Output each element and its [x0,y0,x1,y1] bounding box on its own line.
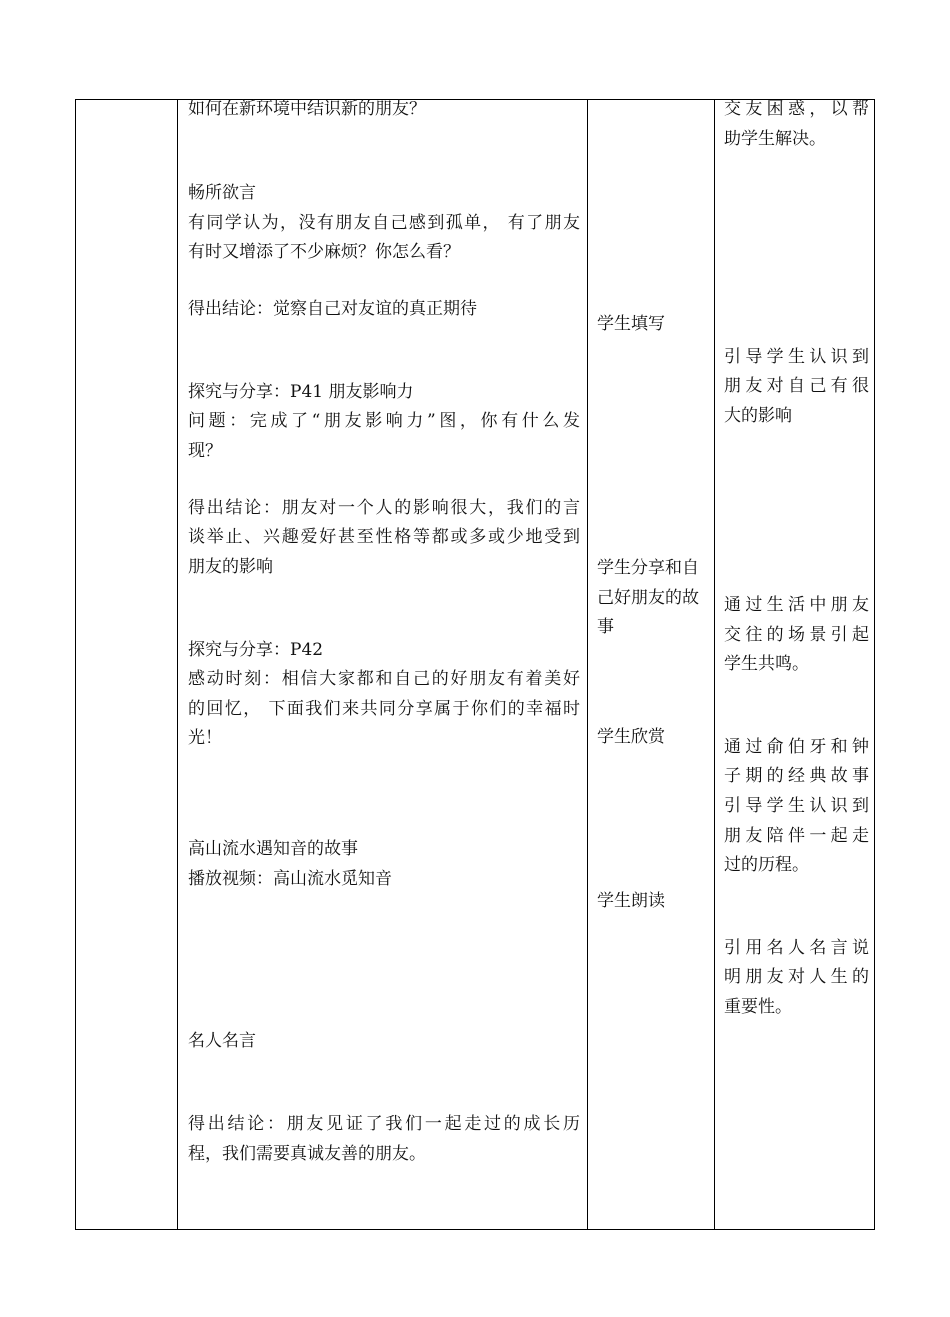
intent-line: 通过俞伯牙和钟 [724,737,869,757]
column-divider-2 [587,100,588,1229]
conclusion-line: 得出结论：觉察自己对友谊的真正期待 [188,299,477,319]
intent-line: 学生共鸣。 [724,654,809,674]
intent-line: 子期的经典故事 [724,766,869,786]
intent-line: 过的历程。 [724,855,809,875]
student-activity-share: 学生分享和自 [597,558,699,578]
section-title-speak-freely: 畅所欲言 [188,183,256,203]
student-activity-read: 学生朗读 [597,891,665,911]
section-title-explore-p42: 探究与分享：P42 [188,640,324,660]
student-activity-share: 事 [597,617,614,637]
intent-line: 助学生解决。 [724,129,826,149]
intent-line: 引导学生认识到 [724,796,869,816]
quotes-title: 名人名言 [188,1031,256,1051]
intent-line: 引用名人名言说 [724,938,869,958]
conclusion-line: 谈举止、兴趣爱好甚至性格等都或多或少地受到 [188,527,580,547]
student-activity-share: 己好朋友的故 [597,588,699,608]
intent-line: 通过生活中朋友 [724,595,869,615]
lesson-plan-table [75,99,875,1230]
intent-line: 大的影响 [724,406,792,426]
student-activity-appreciate: 学生欣赏 [597,727,665,747]
column-divider-1 [177,100,178,1229]
intent-line: 朋友陪伴一起走 [724,826,869,846]
question-line: 现？ [188,441,222,461]
conclusion-line: 朋友的影响 [188,557,273,577]
discussion-line: 有同学认为，没有朋友自己感到孤单， 有了朋友 [188,213,580,233]
intent-line: 交往的场景引起 [724,625,869,645]
moment-line: 感动时刻：相信大家都和自己的好朋友有着美好 [188,669,580,689]
column-divider-3 [714,100,715,1229]
intent-line: 交友困惑，以帮 [724,99,869,119]
section-title-explore-p41: 探究与分享：P41 朋友影响力 [188,382,414,402]
question-new-friends: 如何在新环境中结识新的朋友？ [188,99,426,119]
conclusion-line: 得出结论：朋友见证了我们一起走过的成长历 [188,1114,580,1134]
intent-line: 明朋友对人生的 [724,967,869,987]
video-line: 播放视频：高山流水觅知音 [188,869,392,889]
conclusion-line: 得出结论：朋友对一个人的影响很大，我们的言 [188,498,580,518]
intent-line: 朋友对自己有很 [724,376,869,396]
student-activity-fill: 学生填写 [597,314,665,334]
moment-line: 光！ [188,728,222,748]
story-title: 高山流水遇知音的故事 [188,839,358,859]
moment-line: 的回忆， 下面我们来共同分享属于你们的幸福时 [188,699,580,719]
intent-line: 重要性。 [724,997,792,1017]
discussion-line: 有时又增添了不少麻烦？你怎么看？ [188,242,460,262]
question-line: 问题：完成了“朋友影响力”图，你有什么发 [188,411,580,431]
conclusion-line: 程，我们需要真诚友善的朋友。 [188,1144,426,1164]
intent-line: 引导学生认识到 [724,347,869,367]
